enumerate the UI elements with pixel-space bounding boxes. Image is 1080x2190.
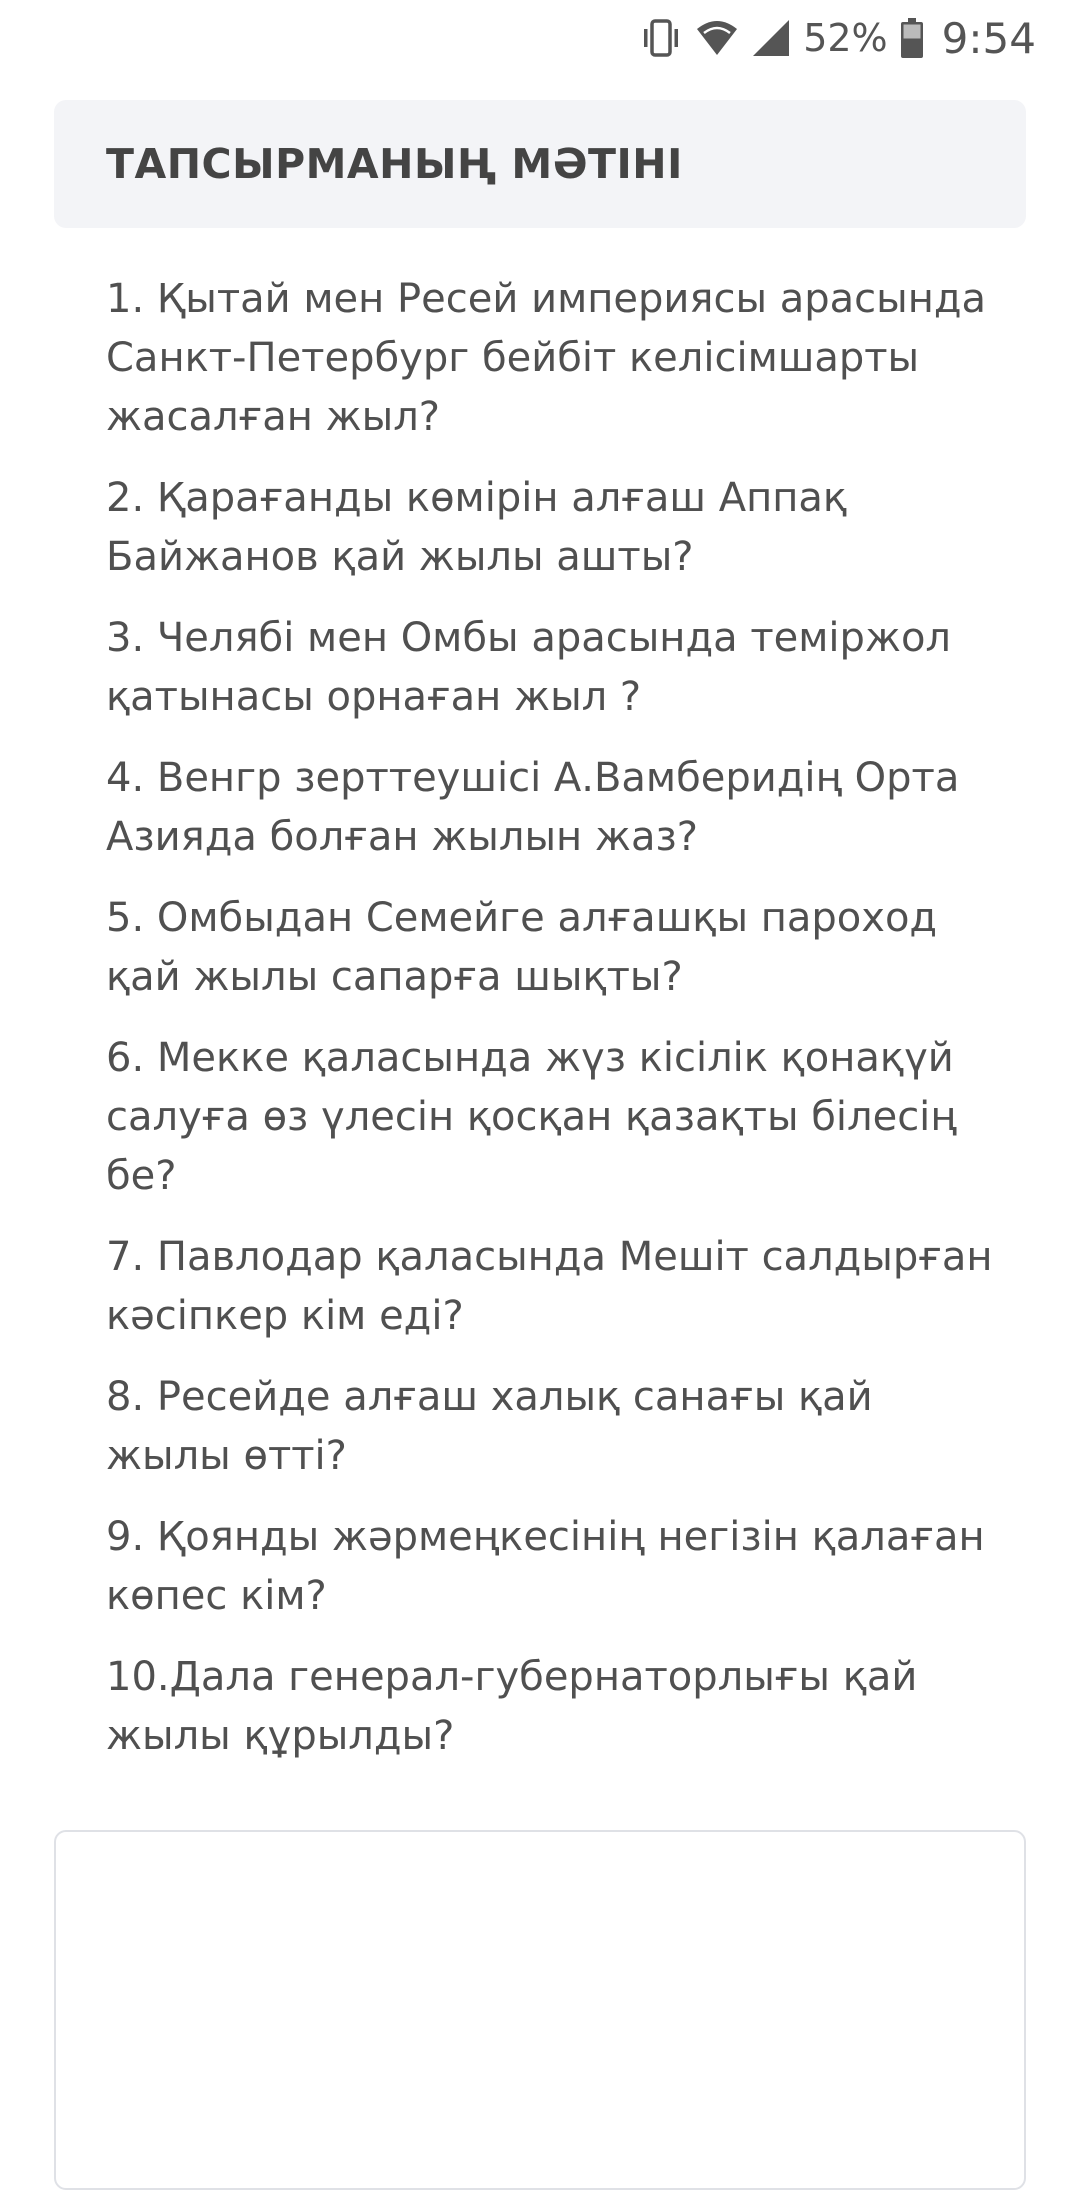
question-item: 7. Павлодар қаласында Мешіт салдырған кәсіпкер кім еді? [106, 1234, 993, 1339]
question-list [106, 270, 1006, 1788]
vibrate-icon [639, 18, 683, 58]
question-item: 9. Қоянды жәрмеңкесінің негізін қалаған көпес кім? [106, 1514, 985, 1619]
clock: 9:54 [941, 13, 1036, 63]
question-item: 3. Челябі мен Омбы арасында теміржол қатынасы орнаған жыл ? [106, 615, 951, 720]
question-item: 10.Дала генерал-губернаторлығы қай жылы құрылды? [106, 1654, 918, 1759]
question-item: 4. Венгр зерттеушісі А.Вамберидің Орта Азияда болған жылын жаз? [106, 755, 960, 860]
answer-input-box[interactable] [54, 1830, 1026, 2190]
battery-percent: 52% [803, 16, 888, 60]
task-title: ТАПСЫРМАНЫҢ МӘТІНІ [106, 140, 683, 188]
question-item: 1. Қытай мен Ресей империясы арасында Санкт-Петербург бейбіт келісімшарты жасалған жыл? [106, 276, 987, 440]
task-title-card [54, 100, 1026, 228]
question-item: 2. Қарағанды көмірін алғаш Аппақ Байжанов қай жылы ашты? [106, 475, 848, 580]
question-item: 8. Ресейде алғаш халық санағы қай жылы өтті? [106, 1374, 873, 1479]
wifi-icon [695, 19, 739, 57]
status-bar [0, 0, 1080, 80]
question-item: 6. Мекке қаласында жүз кісілік қонақүй салуға өз үлесін қосқан қазақты білесің бе? [106, 1035, 957, 1199]
status-icons [639, 10, 1036, 66]
question-item: 5. Омбыдан Семейге алғашқы пароход қай жылы сапарға шықты? [106, 895, 938, 1000]
signal-icon [751, 18, 791, 58]
battery-icon [900, 17, 924, 59]
